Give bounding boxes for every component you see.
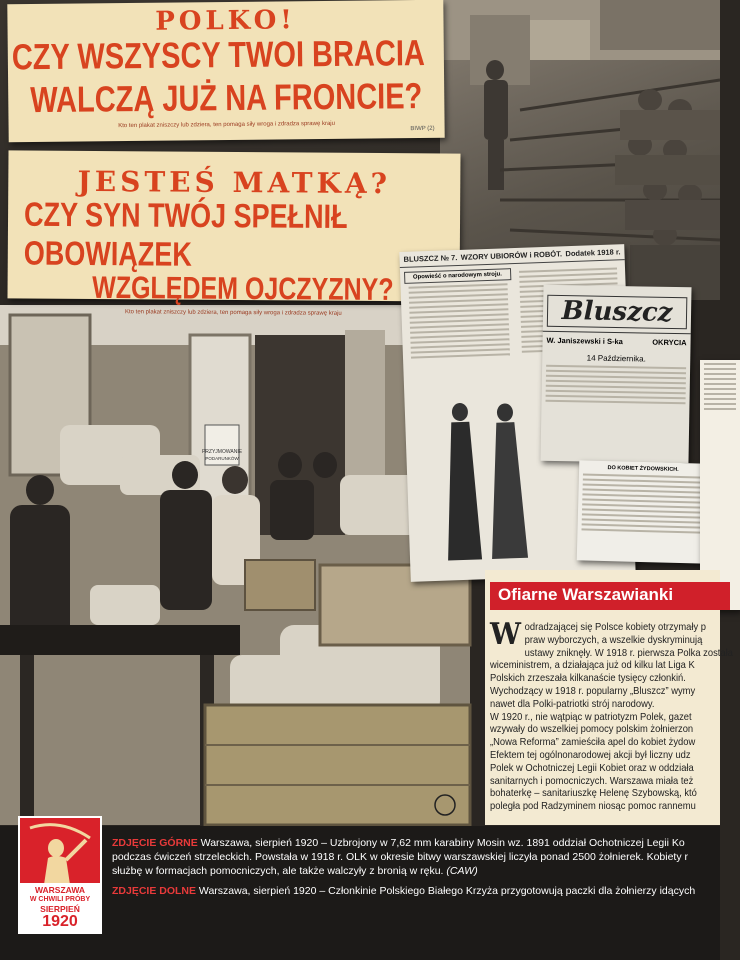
panel-line: praw wyborczych, a wszelkie dyskryminują	[524, 634, 703, 646]
panel-line: nawet dla Polki-patriotki strój narodowy.	[490, 698, 655, 710]
caption-top-text3: służbę w formacjach pomocniczych, ale także walczyły z bronią w ręku.	[112, 865, 444, 877]
badge-text	[20, 883, 100, 933]
caption-top	[112, 836, 720, 878]
badge-line1: WARSZAWA	[34, 884, 86, 895]
panel-line: poległa pod Radzyminem niosąc pomoc rannemu	[490, 801, 696, 813]
badge-year: 1920	[42, 913, 78, 930]
panel-line: odradzającej się Polsce kobiety otrzymały p	[524, 622, 706, 633]
panel-line: wzywały do wszelkiej pomocy polskim żołnierzon	[490, 724, 694, 736]
photo-bottom-red-cross-women	[0, 305, 470, 825]
sign-line1: PRZYJMOWANIE	[201, 449, 243, 455]
caption-bottom-text: Warszawa, sierpień 1920 – Członkinie Polskiego Białego Krzyża przygotowują paczki dla żołnierzy idących	[196, 885, 696, 897]
poster2-line2: CZY SYN TWÓJ SPEŁNIŁ OBOWIĄZEK	[23, 195, 348, 274]
panel-line: Polek w Ochotniczej Legii Kobiet oraz w oddziała	[490, 762, 694, 774]
panel-line: Efektem tej ogólnonarodowej akcji był liczny udz	[490, 749, 691, 761]
caption-bottom-label: ZDJĘCIE DOLNE	[112, 885, 197, 897]
badge-line2: W CHWILI PRÓBY	[29, 896, 91, 903]
fashion-illustration	[425, 397, 551, 571]
panel-body	[490, 617, 733, 814]
panel-line: ustawy zniknęły. W 1918 r. pierwsza Polka została	[524, 647, 733, 659]
caption-bottom	[112, 884, 720, 898]
caption-top-label: ZDJĘCIE GÓRNE	[112, 837, 198, 849]
panel-line: wiceministrem, a działająca już od kilku lat Liga K	[490, 660, 695, 672]
news1-article-title: Opowieść o narodowym stroju.	[404, 268, 511, 284]
poster2-line1: JESTEŚ MATKĄ?	[77, 164, 392, 201]
poster1-line2: CZY WSZYSCY TWOI BRACIA	[11, 33, 426, 79]
poster2-fine-print: Kto ten plakat zniszczy lub zdziera, ten pomaga siły wroga i zdradza sprawę kraju	[124, 309, 342, 317]
panel-line: bohaterkę – sanitariuszkę Helenę Szybowską, któ	[490, 788, 697, 800]
news1-header-right: Dodatek 1918 r.	[565, 247, 621, 259]
badge-line3: SIERPIEŃ	[40, 903, 80, 914]
poster-jestes-matka	[7, 150, 460, 317]
caption-top-credit: (CAW)	[446, 865, 478, 877]
photo-captions	[112, 836, 720, 904]
panel-title: Ofiarne Warszawianki	[490, 582, 730, 610]
panel-line: Polskich zrzeszała kilkanaście tysięcy członkiń.	[490, 673, 686, 685]
panel-dropcap: W	[490, 617, 522, 652]
poster2-line3: WZGLĘDEM OJCZYZNY?	[92, 270, 394, 308]
series-badge	[18, 816, 102, 934]
news2-advert: W. Janiszewski i S-ka	[546, 335, 623, 347]
poster-polko	[7, 0, 444, 142]
panel-line: Wychodzący w 1918 r. popularny „Bluszcz” wymy	[490, 685, 696, 697]
news2-date: 14 Października.	[586, 353, 646, 364]
news1-header-mid: WZORY UBIORÓW i ROBÓT.	[460, 249, 563, 262]
poster1-line3: WALCZĄ JUŻ NA FRONCIE?	[30, 76, 423, 121]
sign-line2: PODARUNKÓW	[205, 456, 239, 461]
clipping-bluszcz-masthead	[540, 285, 691, 464]
news3-title: DO KOBIET ŻYDOWSKICH.	[607, 465, 679, 473]
news2-masthead: Bluszcz	[547, 295, 688, 329]
panel-line: „Nowa Reforma” zamieściła apel do kobiet żydow	[490, 737, 696, 749]
poster1-line1: POLKO!	[155, 5, 296, 37]
panel-line: W 1920 r., nie wątpiąc w patriotyzm Polek, gazet	[490, 711, 692, 723]
caption-top-text: Warszawa, sierpień 1920 – Uzbrojony w 7,62 mm karabiny Mosin wz. 1891 oddział Ochotniczej Legii Ko	[197, 837, 685, 849]
panel-line: sanitarnych i pomocniczych. Warszawa miała też	[490, 775, 694, 787]
news2-advert2: OKRYCIA	[652, 337, 687, 348]
caption-top-text2: podczas ćwiczeń strzeleckich. Powstała w 1918 r. OLK w okresie bitwy warszawskiej liczyła ponad 2500 żołnierek. Kobiety r	[112, 851, 689, 863]
clipping-do-kobiet-zydowskich	[577, 460, 708, 563]
photo-bottom-illustration	[0, 305, 470, 825]
poster1-fine-print: Kto ten plakat zniszczy lub zdziera, ten pomaga siły wroga i zdradza sprawę kraju	[118, 120, 335, 130]
poster1-code: BIWP (2)	[410, 125, 435, 133]
news1-header-left: BLUSZCZ № 7.	[403, 253, 458, 264]
